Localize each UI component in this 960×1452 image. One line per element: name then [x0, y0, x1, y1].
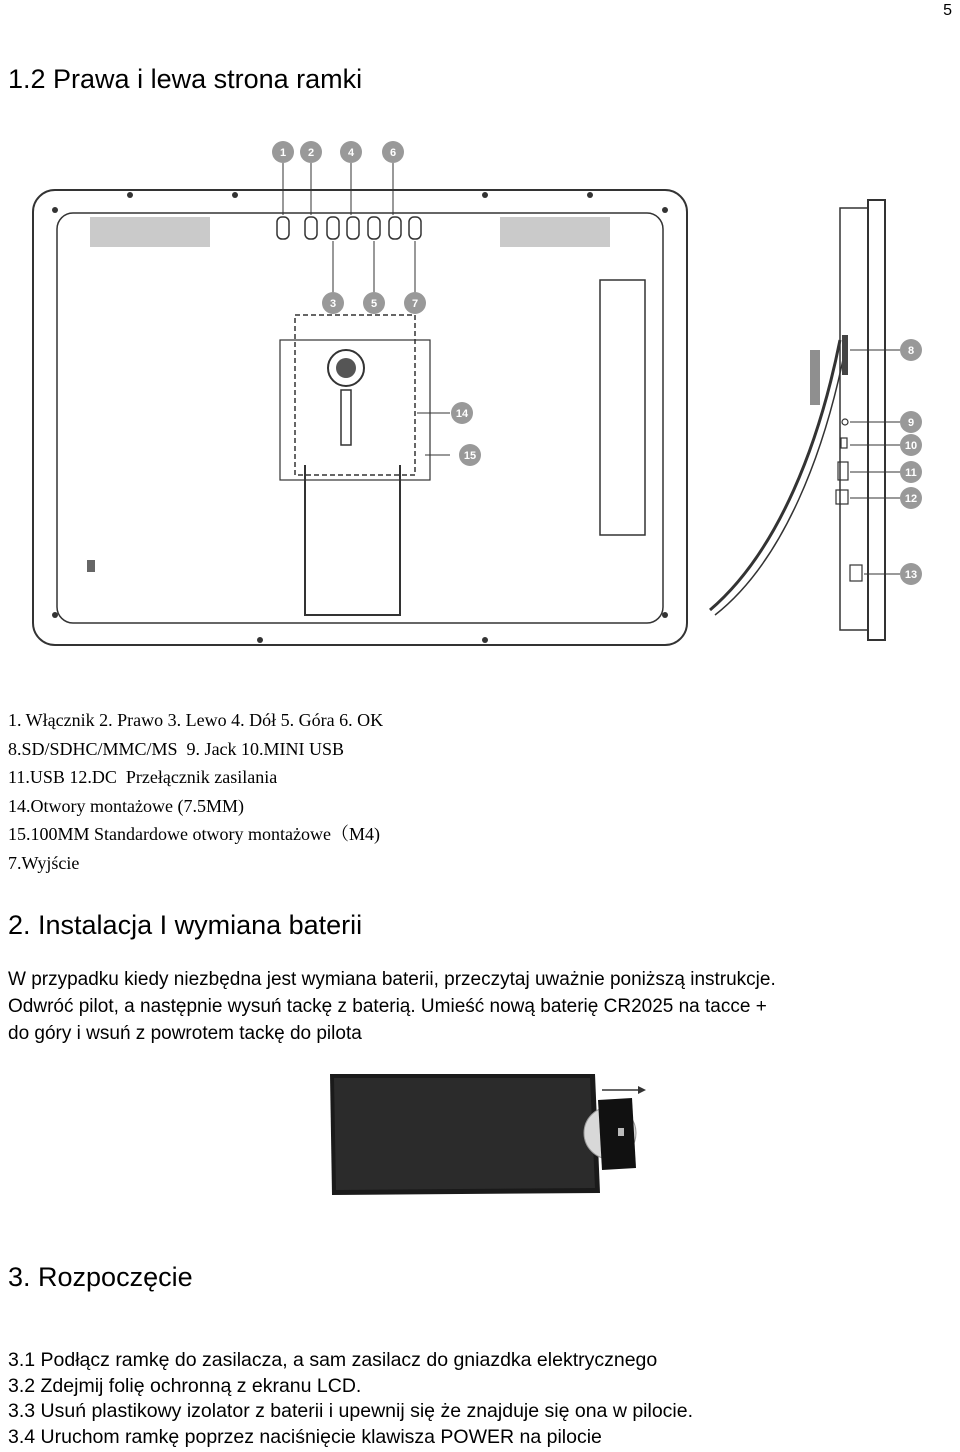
callout-10: 10	[904, 440, 918, 452]
battery-instructions	[8, 966, 948, 1047]
callout-12: 12	[904, 493, 918, 505]
legend-line: 14.Otwory montażowe (7.5MM)	[8, 795, 244, 816]
legend-line: 15.100MM Standardowe otwory montażowe（M4)	[8, 824, 380, 844]
frame-side-diagram	[700, 190, 930, 650]
callout-13: 13	[904, 569, 918, 581]
page-number: 5	[943, 2, 952, 19]
startup-steps	[8, 1348, 693, 1450]
paragraph-line: Odwróć pilot, a następnie wysuń tackę z baterią. Umieść nową baterię CR2025 na tacce +	[8, 996, 767, 1017]
callout-7: 7	[411, 298, 419, 310]
callout-5: 5	[370, 298, 378, 310]
callout-1: 1	[279, 147, 287, 159]
paragraph-line: do góry i wsuń z powrotem tackę do pilota	[8, 1023, 362, 1044]
section-1-2-title: 1.2 Prawa i lewa strona ramki	[8, 64, 363, 94]
legend-line: 1. Włącznik 2. Prawo 3. Lewo 4. Dół 5. Góra 6. OK	[8, 710, 384, 730]
step-item: 3.2 Zdejmij folię ochronną z ekranu LCD.	[8, 1374, 362, 1397]
step-item: 3.4 Uruchom ramkę poprzez naciśnięcie klawisza POWER na pilocie	[8, 1425, 602, 1448]
legend-line: 11.USB 12.DC Przełącznik zasilania	[8, 767, 278, 787]
remote-battery-illustration	[320, 1068, 650, 1203]
legend-line: 7.Wyjście	[8, 852, 80, 873]
callout-6: 6	[389, 147, 397, 159]
section-2-title: 2. Instalacja I wymiana baterii	[8, 910, 363, 940]
callout-15: 15	[463, 450, 477, 462]
callout-14: 14	[455, 408, 469, 420]
callout-4: 4	[347, 147, 355, 159]
callout-9: 9	[907, 417, 915, 429]
legend-line: 8.SD/SDHC/MMC/MS 9. Jack 10.MINI USB	[8, 738, 345, 759]
legend	[8, 706, 383, 877]
section-3-title: 3. Rozpoczęcie	[8, 1262, 193, 1292]
step-item: 3.1 Podłącz ramkę do zasilacza, a sam zasilacz do gniazdka elektrycznego	[8, 1349, 658, 1371]
callout-2: 2	[307, 147, 315, 159]
frame-back-diagram	[25, 135, 695, 655]
paragraph-line: W przypadku kiedy niezbędna jest wymiana baterii, przeczytaj uważnie poniższą instrukcje.	[8, 969, 776, 990]
callout-11: 11	[905, 467, 917, 479]
step-item: 3.3 Usuń plastikowy izolator z baterii i upewnij się że znajduje się ona w pilocie.	[8, 1400, 694, 1422]
callout-8: 8	[907, 345, 915, 357]
callout-3: 3	[329, 298, 337, 310]
